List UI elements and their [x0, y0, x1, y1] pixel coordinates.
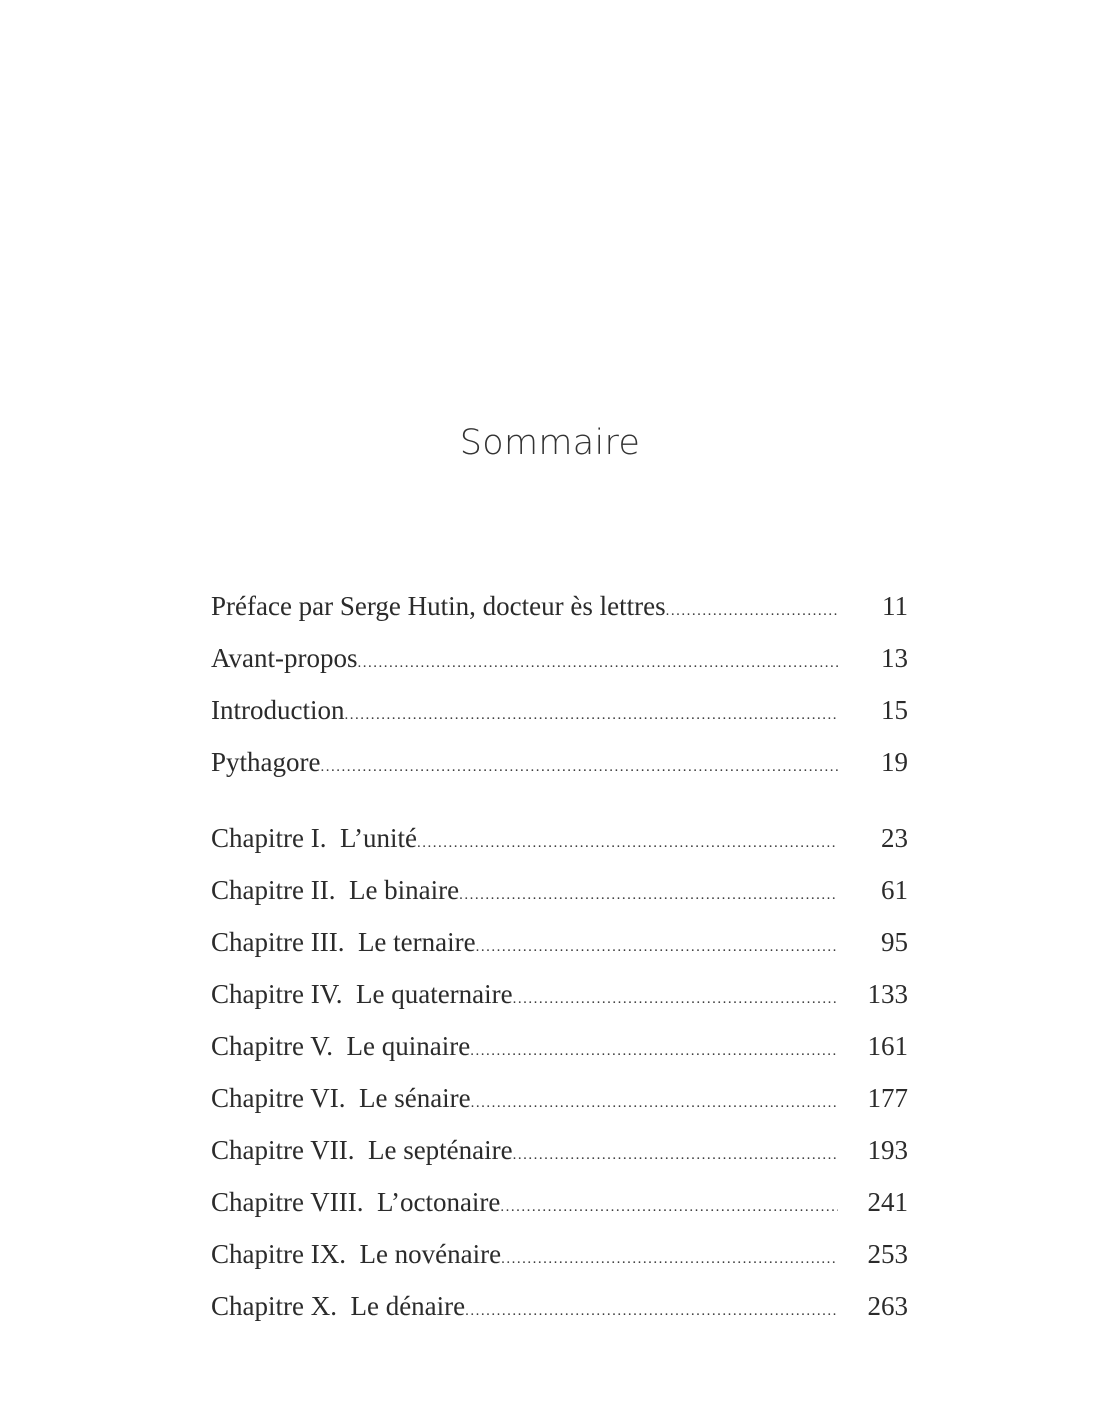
toc-entry-page: 177 [867, 1082, 908, 1113]
dot-leader [344, 707, 838, 724]
dot-leader [476, 939, 838, 956]
toc-entry-introduction[interactable] [211, 684, 908, 736]
toc-entry-page: 15 [881, 694, 908, 725]
toc-entry-avant-propos[interactable] [211, 632, 908, 684]
page-title: Sommaire [459, 423, 641, 463]
toc-entry-chapter-2[interactable] [211, 864, 908, 916]
toc-entry-page: 95 [881, 926, 908, 957]
toc-entry-page: 253 [867, 1238, 908, 1269]
dot-leader [513, 1147, 838, 1164]
toc-entry-chapter-10[interactable] [211, 1280, 908, 1332]
toc-entry-preface[interactable] [211, 580, 908, 632]
toc-entry-label: Avant-propos [211, 642, 358, 673]
dot-leader [471, 1095, 838, 1112]
toc-entry-label: Chapitre IX. Le novénaire [211, 1238, 502, 1269]
toc-entry-chapter-9[interactable] [211, 1228, 908, 1280]
toc-entry-page: 19 [881, 746, 908, 777]
toc-entry-page: 161 [867, 1030, 908, 1061]
toc-entry-chapter-1[interactable] [211, 812, 908, 864]
toc-entry-page: 61 [881, 874, 908, 905]
toc-entry-pythagore[interactable] [211, 736, 908, 788]
toc-entry-chapter-4[interactable] [211, 968, 908, 1020]
toc-entry-label: Chapitre X. Le dénaire [211, 1290, 466, 1321]
table-of-contents [211, 580, 908, 1332]
dot-leader [501, 1251, 838, 1268]
toc-entry-label: Chapitre VI. Le sénaire [211, 1082, 471, 1113]
dot-leader [417, 835, 838, 852]
dot-leader [470, 1043, 838, 1060]
toc-entry-page: 23 [881, 822, 908, 853]
front-matter-list [211, 580, 908, 788]
toc-entry-label: Chapitre II. Le binaire [211, 874, 460, 905]
toc-entry-label: Pythagore [211, 746, 321, 777]
dot-leader [500, 1199, 838, 1216]
toc-entry-chapter-3[interactable] [211, 916, 908, 968]
toc-entry-page: 11 [882, 590, 908, 621]
toc-entry-label: Chapitre III. Le ternaire [211, 926, 476, 957]
toc-entry-chapter-6[interactable] [211, 1072, 908, 1124]
toc-entry-label: Chapitre VIII. L’octonaire [211, 1186, 501, 1217]
toc-entry-page: 241 [867, 1186, 908, 1217]
toc-entry-label: Chapitre I. L’unité [211, 822, 417, 853]
toc-entry-page: 193 [867, 1134, 908, 1165]
toc-entry-chapter-7[interactable] [211, 1124, 908, 1176]
dot-leader [666, 603, 838, 620]
toc-entry-page: 263 [867, 1290, 908, 1321]
toc-entry-label: Introduction [211, 694, 345, 725]
dot-leader [465, 1303, 838, 1320]
toc-entry-label: Préface par Serge Hutin, docteur ès lettres [211, 590, 666, 621]
toc-entry-chapter-5[interactable] [211, 1020, 908, 1072]
chapter-list [211, 812, 908, 1332]
dot-leader [459, 887, 838, 904]
toc-entry-label: Chapitre VII. Le septénaire [211, 1134, 513, 1165]
toc-entry-page: 13 [881, 642, 908, 673]
toc-entry-chapter-8[interactable] [211, 1176, 908, 1228]
dot-leader [513, 991, 838, 1008]
dot-leader [357, 655, 838, 672]
toc-entry-page: 133 [867, 978, 908, 1009]
toc-entry-label: Chapitre V. Le quinaire [211, 1030, 471, 1061]
toc-entry-label: Chapitre IV. Le quaternaire [211, 978, 513, 1009]
dot-leader [320, 759, 838, 776]
